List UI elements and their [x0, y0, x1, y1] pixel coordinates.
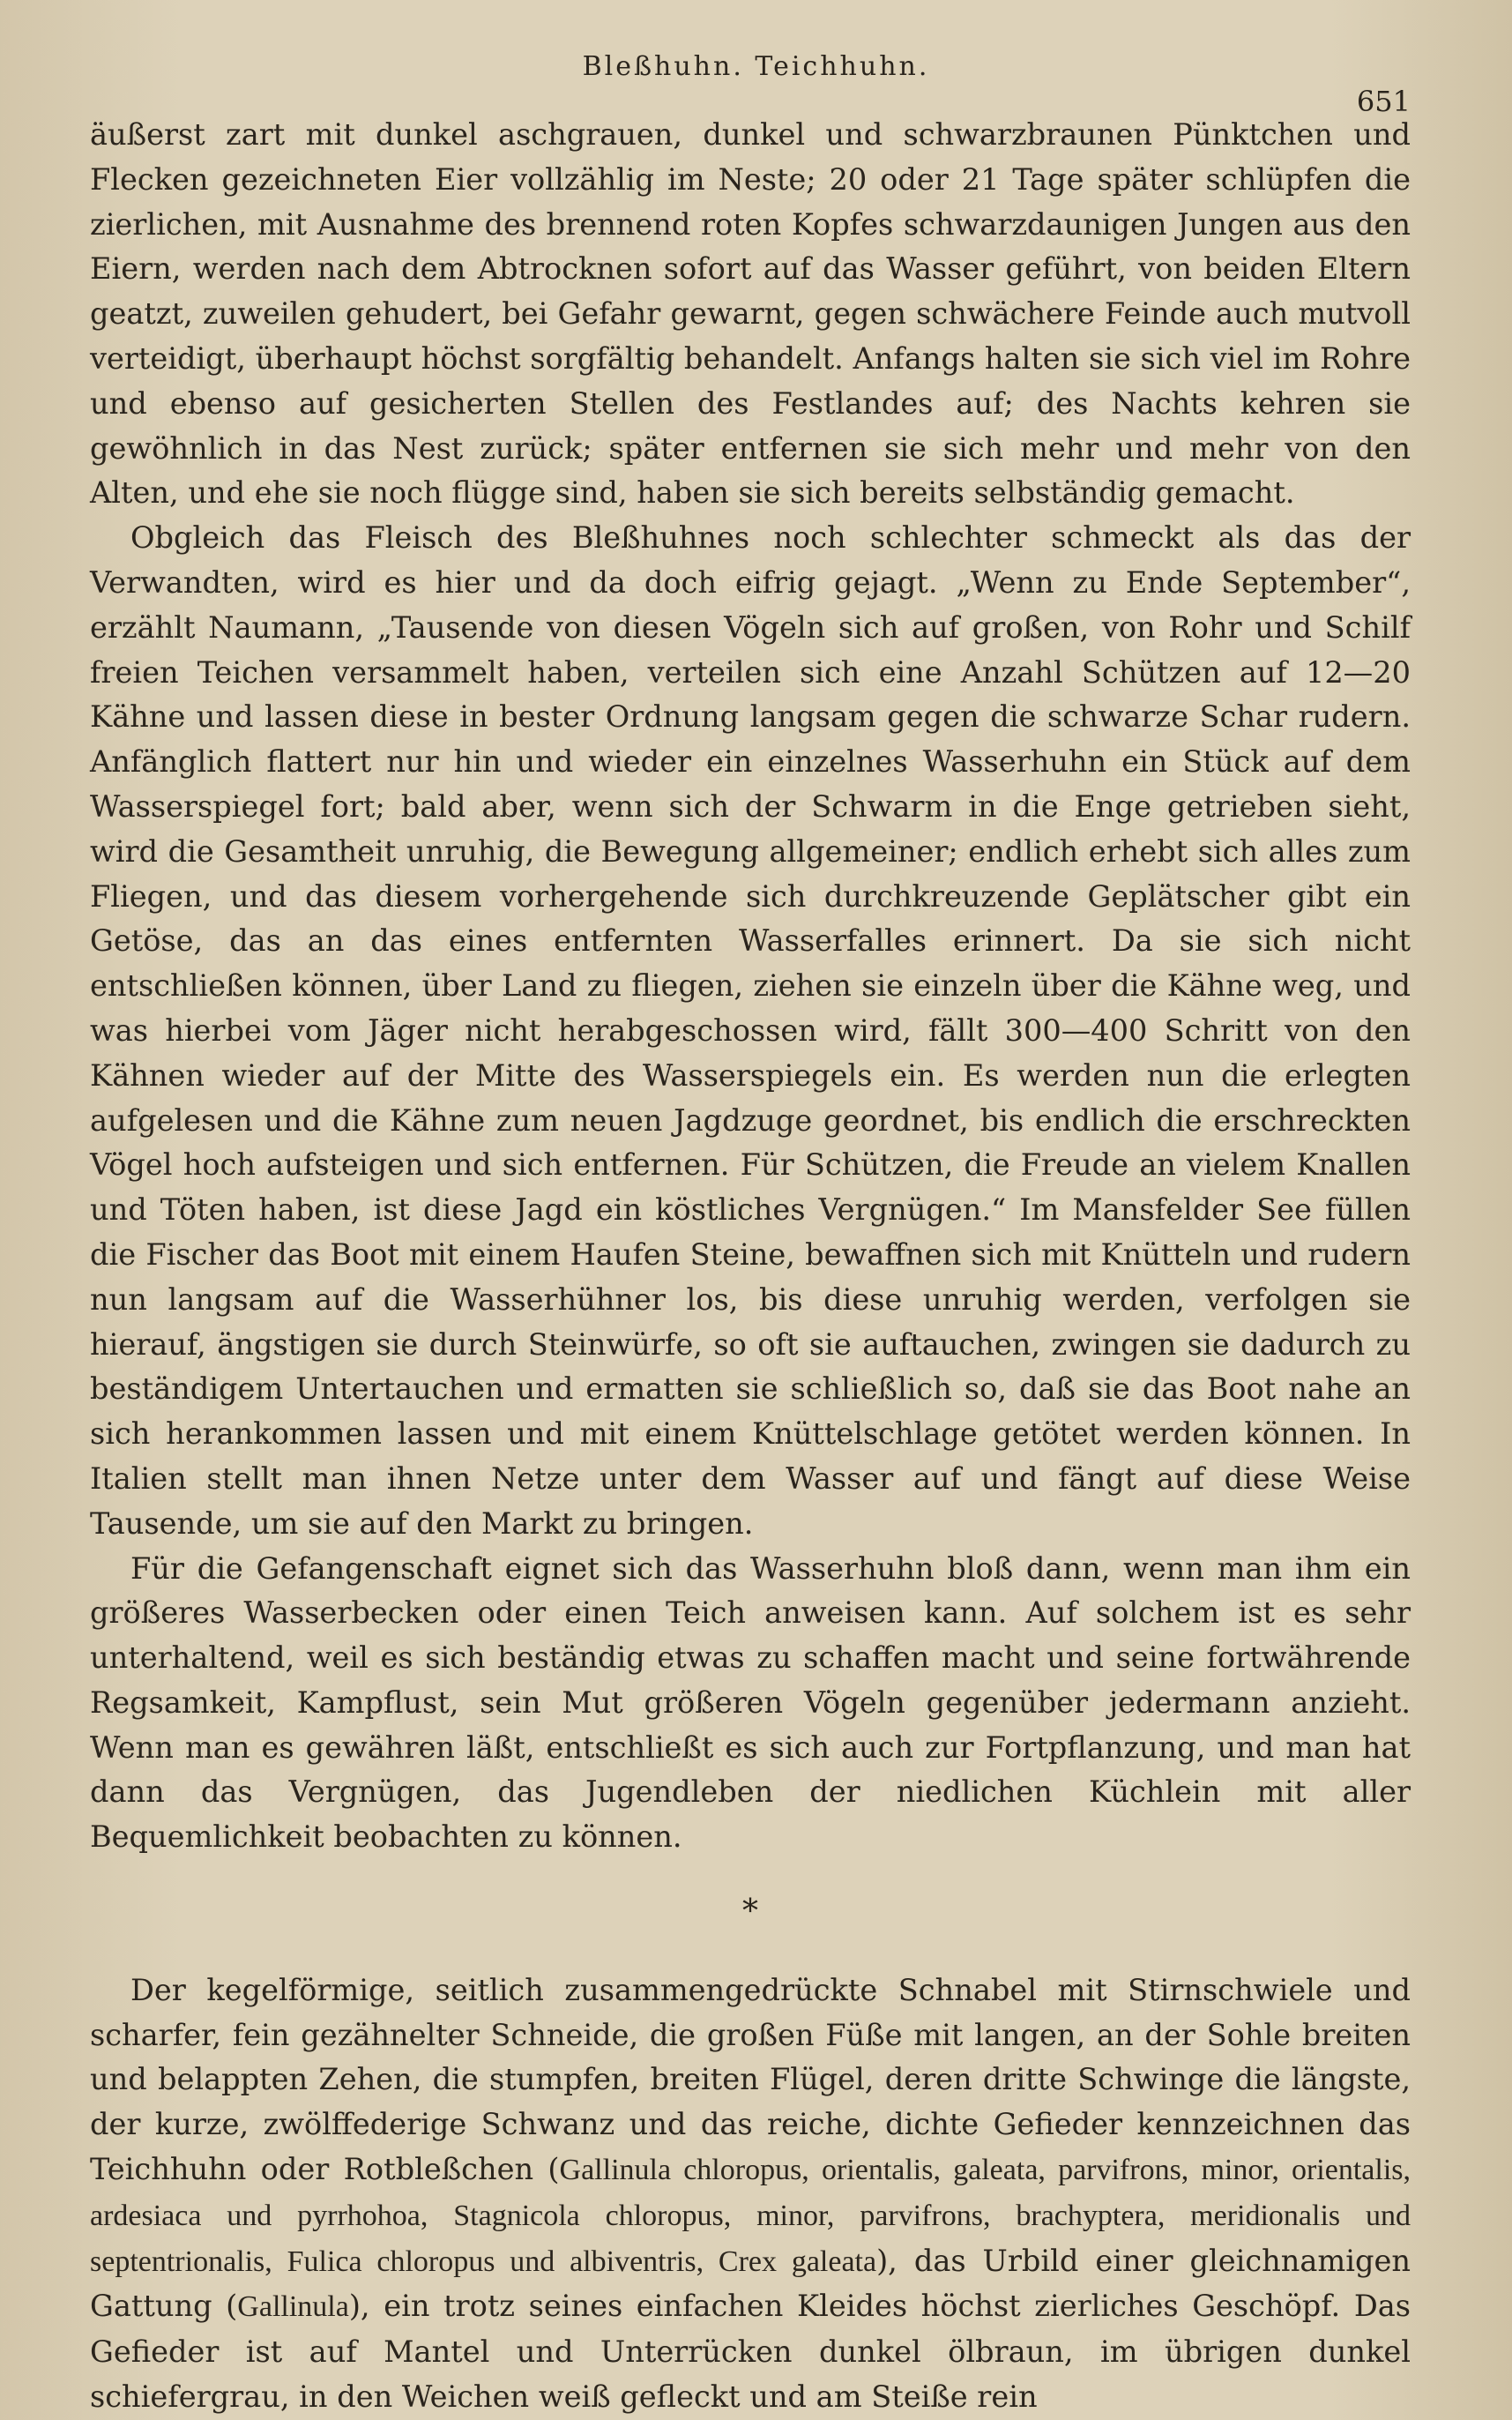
text-segment: ), ein trotz seines einfachen Kleides höchst zierliches Geschöpf. Das Gefieder ist auf Mantel und Unterrücken dunkel ölbraun, im übrigen dunkel schiefergrau, in den Weichen weiß gefleckt und am Steiße rein: [90, 2289, 1411, 2415]
text-segment: ), das Urbild einer gleichnamigen Gattung (: [90, 2243, 1411, 2324]
text-segment: Der kegelförmige, seitlich zusammengedrückte Schnabel mit Stirnschwiele und scharfer, fein gezähnelter Schneide, die großen Füße mit langen, an der Sohle breiten und belappten Zehen, die stumpfen, breiten Flügel, deren dritte Schwinge die längste, der kurze, zwölffederige Schwanz und das reiche, dichte Gefieder kennzeichnen das Teichhuhn oder Rotbleßchen (: [90, 1972, 1411, 2187]
scientific-names: Gallinula chloropus, orientalis, galeata, parvifrons, minor, orientalis, ardesiaca und pyrrhohoa, Stagnicola chloropus, minor, parvifrons, brachyptera, meridionalis und septentrionalis, Fulica chloropus und albiventris, Crex galeata: [90, 2154, 1411, 2278]
running-head: Bleßhuhn. Teichhuhn.: [582, 51, 930, 82]
body-text: [90, 113, 1411, 2420]
section-separator: *: [742, 1893, 758, 1931]
page-header: [0, 42, 1512, 118]
genus-name: Gallinula: [237, 2290, 349, 2324]
page-number: 651: [1356, 85, 1411, 118]
paragraph-captivity: Für die Gefangenschaft eignet sich das Wasserhuhn bloß dann, wenn man ihm ein größeres Wasserbecken oder einen Teich anweisen kann. Auf solchem ist es sehr unterhaltend, weil es sich beständig etwas zu schaffen macht und seine fortwährende Regsamkeit, Kampflust, sein Mut größeren Vögeln gegenüber jedermann anzieht. Wenn man es gewähren läßt, entschließt es sich auch zur Fortpflanzung, und man hat dann das Vergnügen, das Jugendleben der niedlichen Küchlein mit aller Bequemlichkeit beobachten zu können.: [90, 1550, 1411, 1855]
paragraph-teichhuhn: [90, 1968, 1411, 2420]
paragraph-continued: äußerst zart mit dunkel aschgrauen, dunkel und schwarzbraunen Pünktchen und Flecken gezeichneten Eier vollzählig im Neste; 20 oder 21 Tage später schlüpfen die zierlichen, mit Ausnahme des brennend roten Kopfes schwarzdaunigen Jungen aus den Eiern, werden nach dem Abtrocknen sofort auf das Wasser geführt, von beiden Eltern geatzt, zuweilen gehudert, bei Gefahr gewarnt, gegen schwächere Feinde auch mutvoll verteidigt, überhaupt höchst sorgfältig behandelt. Anfangs halten sie sich viel im Rohre und ebenso auf gesicherten Stellen des Festlandes auf; des Nachts kehren sie gewöhnlich in das Nest zurück; später entfernen sie sich mehr und mehr von den Alten, und ehe sie noch flügge sind, haben sie sich bereits selbständig gemacht.: [90, 117, 1411, 511]
paragraph-hunting: Obgleich das Fleisch des Bleßhuhnes noch schlechter schmeckt als das der Verwandten, wird es hier und da doch eifrig gejagt. „Wenn zu Ende September“, erzählt Naumann, „Tausende von diesen Vögeln sich auf großen, von Rohr und Schilf freien Teichen versammelt haben, verteilen sich eine Anzahl Schützen auf 12—20 Kähne und lassen diese in bester Ordnung langsam gegen die schwarze Schar rudern. Anfänglich flattert nur hin und wieder ein einzelnes Wasserhuhn ein Stück auf dem Wasserspiegel fort; bald aber, wenn sich der Schwarm in die Enge getrieben sieht, wird die Gesamtheit unruhig, die Bewegung allgemeiner; endlich erhebt sich alles zum Fliegen, und das diesem vorhergehende sich durchkreuzende Geplätscher gibt ein Getöse, das an das eines entfernten Wasserfalles erinnert. Da sie sich nicht entschließen können, über Land zu fliegen, ziehen sie einzeln über die Kähne weg, und was hierbei vom Jäger nicht herabgeschossen wird, fällt 300—400 Schritt von den Kähnen wieder auf der Mitte des Wasserspiegels ein. Es werden nun die erlegten aufgelesen und die Kähne zum neuen Jagdzuge geordnet, bis endlich die erschreckten Vögel hoch aufsteigen und sich entfernen. Für Schützen, die Freude an vielem Knallen und Töten haben, ist diese Jagd ein köstliches Vergnügen.“ Im Mansfelder See füllen die Fischer das Boot mit einem Haufen Steine, bewaffnen sich mit Knütteln und rudern nun langsam auf die Wasserhühner los, bis diese unruhig werden, verfolgen sie hierauf, ängstigen sie durch Steinwürfe, so oft sie auftauchen, zwingen sie dadurch zu beständigem Untertauchen und ermatten sie schließlich so, daß sie das Boot nahe an sich herankommen lassen und mit einem Knüttelschlage getötet werden können. In Italien stellt man ihnen Netze unter dem Wasser auf und fängt auf diese Weise Tausende, um sie auf den Markt zu bringen.: [90, 520, 1411, 1541]
